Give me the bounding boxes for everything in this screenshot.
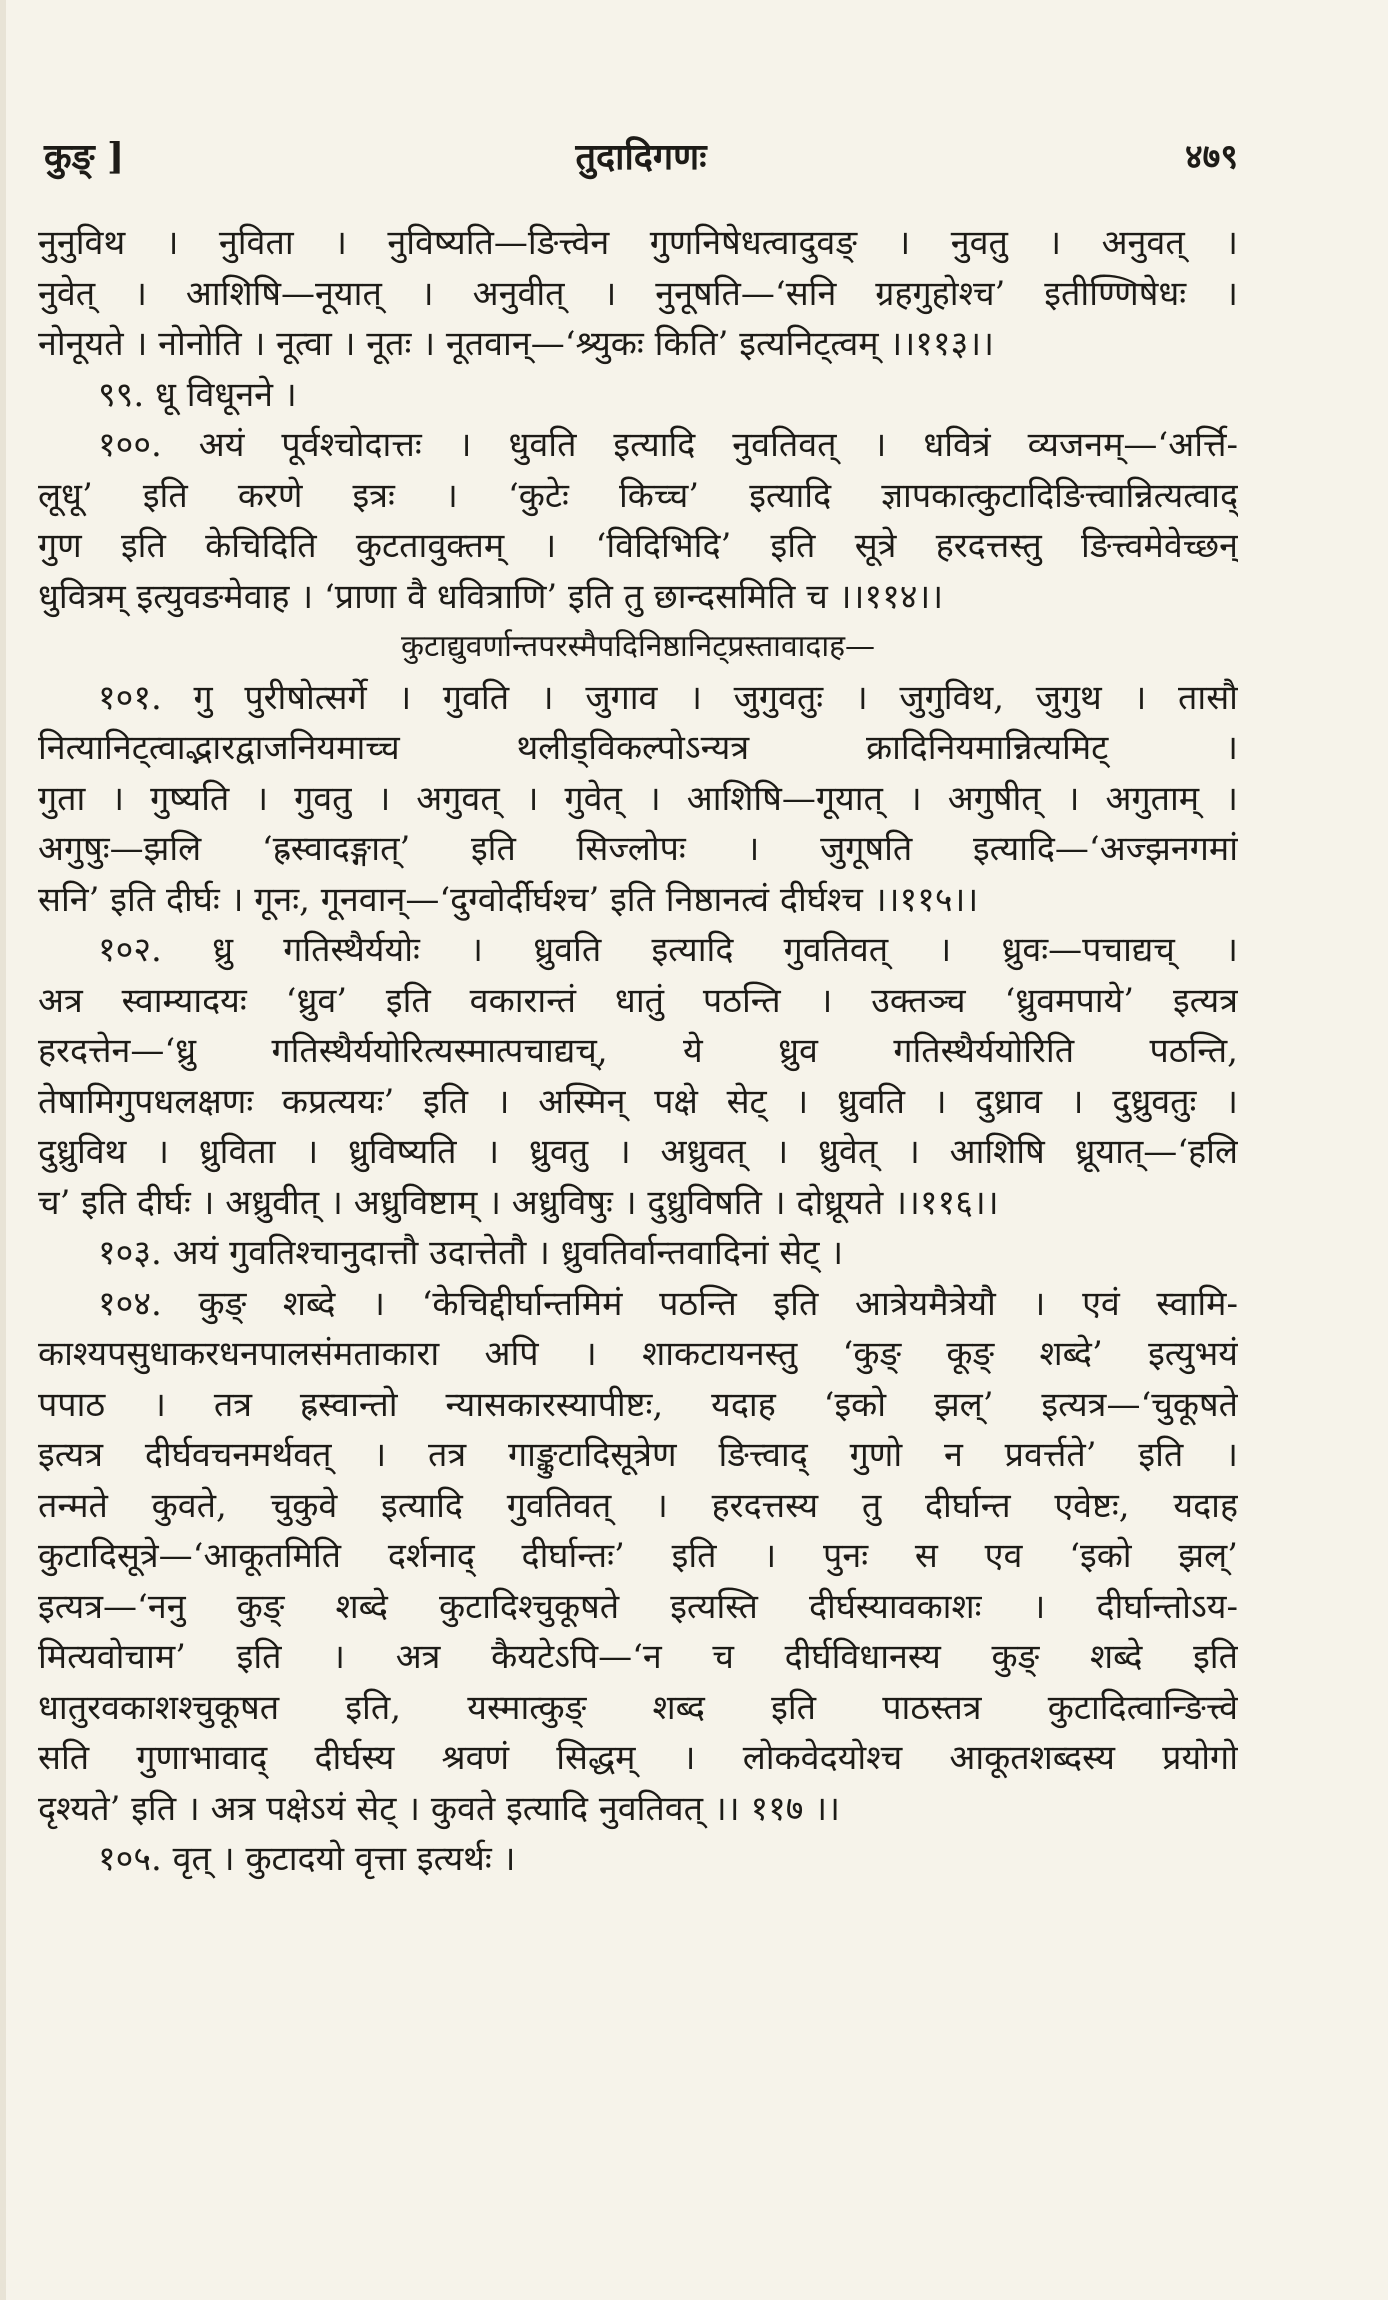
text-line: नित्यानिट्त्वाद्भारद्वाजनियमाच्च थलीड्विकल्पोऽन्यत्र क्रादिनियमान्नित्यमिट् । [38, 728, 1238, 768]
text-line: १०४. कुङ् शब्दे । ‘केचिद्दीर्घान्तमिमं पठन्ति इति आत्रेयमैत्रेयौ । एवं स्वामि- [98, 1283, 1238, 1324]
text-line: तेषामिगुपधलक्षणः कप्रत्ययः’ इति । अस्मिन् पक्षे सेट् । ध्रुवति । दुध्राव । दुध्रुवतुः । [38, 1081, 1238, 1122]
text-line: ९९. धू विधूनने । [98, 374, 297, 415]
running-head: कुङ् ] [44, 135, 125, 178]
text-line: १०२. ध्रु गतिस्थैर्ययोः । ध्रुवति इत्यादि गुवतिवत् । ध्रुवः—पचाद्यच् । [98, 930, 1238, 970]
text-line: मित्यवोचाम’ इति । अत्र कैयटेऽपि—‘न च दीर्घविधानस्य कुङ् शब्दे इति [38, 1637, 1238, 1677]
text-line: धातुरवकाशश्चुकूषत इति, यस्मात्कुङ् शब्द इति पाठस्तत्र कुटादित्वान्ङित्त्वे [38, 1687, 1238, 1728]
text-line: १०५. वृत् । कुटादयो वृत्ता इत्यर्थः । [98, 1839, 516, 1879]
text-line: इत्यत्र दीर्घवचनमर्थवत् । तत्र गाङ्कुटादिसूत्रेण ङित्त्वाद् गुणो न प्रवर्त्तते’ इति । [38, 1435, 1238, 1475]
text-line: अत्र स्वाम्यादयः ‘ध्रुव’ इति वकारान्तं धातुं पठन्ति । उक्तञ्च ‘ध्रुवमपाये’ इत्यत्र [38, 980, 1238, 1021]
text-line: नुनुविथ । नुविता । नुविष्यति—ङित्त्वेन गुणनिषेधत्वादुवङ् । नुवतु । अनुवत् । [38, 223, 1238, 263]
text-line: सनि’ इति दीर्घः । गूनः, गूनवान्—‘दुग्वोर्दीर्घश्च’ इति निष्ठानत्वं दीर्घश्च ।।११५।। [38, 879, 979, 920]
text-line: तन्मते कुवते, चुकुवे इत्यादि गुवतिवत् । हरदत्तस्य तु दीर्घान्त एवेष्टः, यदाह [38, 1485, 1238, 1526]
page-number: ४७९ [1184, 137, 1238, 177]
text-line: कुटाद्युवर्णान्तपरस्मैपदिनिष्ठानिट्प्रस्तावादाह— [400, 629, 876, 664]
page-header [44, 130, 1238, 180]
text-line: अगुषुः—झलि ‘ह्रस्वादङ्गात्’ इति सिज्लोपः । जुगूषति इत्यादि—‘अज्झनगमां [38, 829, 1238, 869]
text-line: १०३. अयं गुवतिश्चानुदात्तौ उदात्तेतौ । ध्रुवतिर्वान्तवादिनां सेट् । [98, 1233, 844, 1273]
text-line: १०१. गु पुरीषोत्सर्गे । गुवति । जुगाव । जुगुवतुः । जुगुविथ, जुगुथ । तासौ [98, 677, 1238, 718]
text-line: हरदत्तेन—‘ध्रु गतिस्थैर्ययोरित्यस्मात्पचाद्यच्, ये ध्रुव गतिस्थैर्ययोरिति पठन्ति, [38, 1031, 1238, 1071]
text-line: नोनूयते । नोनोति । नूत्वा । नूतः । नूतवान्—‘श्र्युकः किति’ इत्यनिट्त्वम् ।।११३।। [38, 324, 995, 364]
text-line: इत्यत्र—‘ननु कुङ् शब्दे कुटादिश्चुकूषते इत्यस्ति दीर्घस्यावकाशः । दीर्घान्तोऽय- [38, 1586, 1238, 1627]
text-line: च’ इति दीर्घः । अध्रुवीत् । अध्रुविष्टाम् । अध्रुविषुः । दुध्रुविषति । दोध्रूयते ।।११६।। [38, 1182, 999, 1223]
text-line: गुता । गुष्यति । गुवतु । अगुवत् । गुवेत् । आशिषि—गूयात् । अगुषीत् । अगुताम् । [38, 778, 1238, 819]
text-line: पपाठ । तत्र ह्रस्वान्तो न्यासकारस्यापीष्टः, यदाह ‘इको झल्’ इत्यत्र—‘चुकूषते [38, 1384, 1238, 1425]
text-line: सति गुणाभावाद् दीर्घस्य श्रवणं सिद्धम् । लोकवेदयोश्च आकूतशब्दस्य प्रयोगो [38, 1738, 1238, 1778]
page-binding-edge [0, 0, 6, 2300]
text-line: दृश्यते’ इति । अत्र पक्षेऽयं सेट् । कुवते इत्यादि नुवतिवत् ।। ११७ ।। [38, 1788, 841, 1829]
text-line: गुण इति केचिदिति कुटतावुक्तम् । ‘विदिभिदि’ इति सूत्रे हरदत्तस्तु ङित्त्वमेवेच्छन् [38, 526, 1238, 566]
text-line: नुवेत् । आशिषि—नूयात् । अनुवीत् । नुनूषति—‘सनि ग्रहगुहोश्च’ इतीण्णिषेधः । [38, 273, 1238, 314]
text-line: १००. अयं पूर्वश्चोदात्तः । धुवति इत्यादि नुवतिवत् । धवित्रं व्यजनम्—‘अर्त्ति- [98, 425, 1238, 465]
text-line: लूधू’ इति करणे इत्रः । ‘कुटेः किच्च’ इत्यादि ज्ञापकात्कुटादिङित्त्वान्नित्यत्वाद् [38, 475, 1238, 516]
page-title: तुदादिगणः [575, 135, 707, 178]
text-line: धुवित्रम् इत्युवङमेवाह । ‘प्राणा वै धवित्राणि’ इति तु छान्दसमिति च ।।११४।। [38, 576, 944, 617]
page-body [38, 218, 1238, 1885]
text-line: काश्यपसुधाकरधनपालसंमताकारा अपि । शाकटायनस्तु ‘कुङ् कूङ् शब्दे’ इत्युभयं [38, 1334, 1238, 1374]
text-line: दुध्रुविथ । ध्रुविता । ध्रुविष्यति । ध्रुवतु । अध्रुवत् । ध्रुवेत् । आशिषि ध्रूयात्—‘हलि [38, 1132, 1238, 1172]
text-line: कुटादिसूत्रे—‘आकूतमिति दर्शनाद् दीर्घान्तः’ इति । पुनः स एव ‘इको झल्’ [38, 1536, 1238, 1576]
